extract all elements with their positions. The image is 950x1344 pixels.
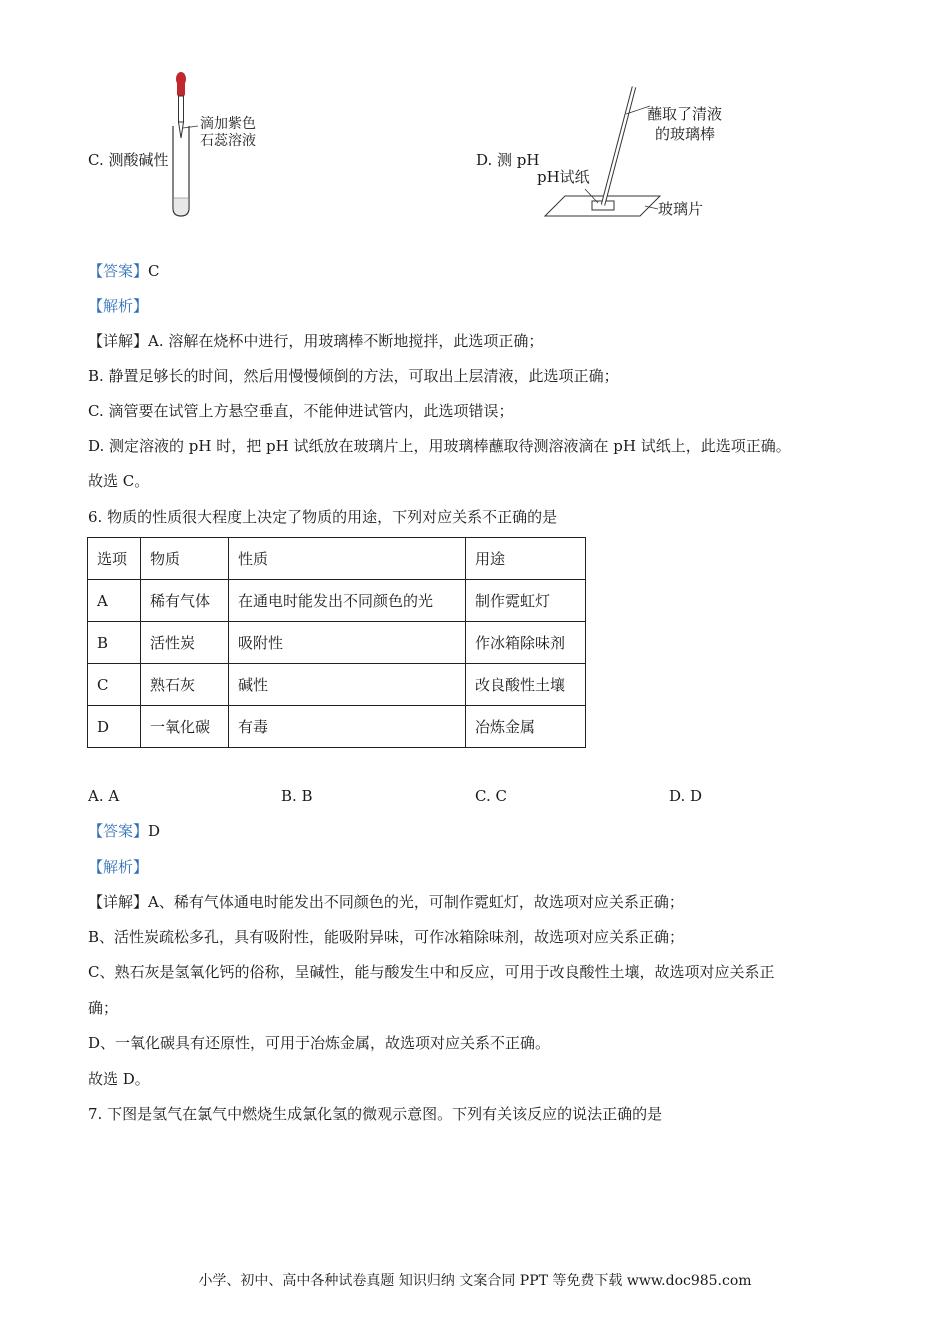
q6-detail-line: 确； xyxy=(88,999,119,1017)
choice-b: B. B xyxy=(281,787,313,805)
option-c-label: C. 测酸碱性 xyxy=(88,151,169,169)
table-header-cell: 物质 xyxy=(141,538,229,580)
answer-value: D xyxy=(148,822,161,840)
answer-value: C xyxy=(148,262,160,280)
table-cell: 作冰箱除味剂 xyxy=(466,622,586,664)
table-cell: 碱性 xyxy=(229,664,466,706)
table-cell: 冶炼金属 xyxy=(466,706,586,748)
table-cell: 改良酸性土壤 xyxy=(466,664,586,706)
table-cell: 熟石灰 xyxy=(141,664,229,706)
table-cell: 稀有气体 xyxy=(141,580,229,622)
q5-detail-line: 【详解】A. 溶解在烧杯中进行，用玻璃棒不断地搅拌，此选项正确； xyxy=(88,332,544,350)
answer-tag: 【答案】 xyxy=(88,262,149,280)
q6-answer xyxy=(88,821,160,841)
dropper-note-line2: 石蕊溶液 xyxy=(200,133,256,149)
q5-detail-line: D. 测定溶液的 pH 时，把 pH 试纸放在玻璃片上，用玻璃棒蘸取待测溶液滴在 pH 试纸上，此选项正确。 xyxy=(88,437,791,455)
choice-a: A. A xyxy=(88,787,120,805)
ph-paper-note: pH试纸 xyxy=(537,168,590,186)
page-footer: 小学、初中、高中各种试卷真题 知识归纳 文案合同 PPT 等免费下载 www.doc985.com xyxy=(198,1273,752,1289)
table-header-cell: 性质 xyxy=(229,538,466,580)
detail-tag: 【详解】 xyxy=(88,332,149,350)
q6-stem: 6. 物质的性质很大程度上决定了物质的用途，下列对应关系不正确的是 xyxy=(88,508,558,526)
answer-tag: 【答案】 xyxy=(88,822,149,840)
test-tube-dropper-figure xyxy=(160,70,200,220)
table-cell: 活性炭 xyxy=(141,622,229,664)
choice-d: D. D xyxy=(669,787,703,805)
table-cell: C xyxy=(88,664,141,706)
q6-detail-line: B、活性炭疏松多孔，具有吸附性，能吸附异味，可作冰箱除味剂，故选项对应关系正确； xyxy=(88,928,685,946)
table-cell: A xyxy=(88,580,141,622)
properties-uses-table xyxy=(87,537,586,748)
table-row xyxy=(88,580,586,622)
q6-detail-line: D、一氧化碳具有还原性，可用于冶炼金属，故选项对应关系不正确。 xyxy=(88,1034,551,1052)
detail-tag: 【详解】 xyxy=(88,893,149,911)
table-row xyxy=(88,664,586,706)
table-row xyxy=(88,706,586,748)
rod-note-line1: 蘸取了清液 xyxy=(647,105,723,123)
glass-slide-note: 玻璃片 xyxy=(658,200,704,218)
table-cell: 在通电时能发出不同颜色的光 xyxy=(229,580,466,622)
table-cell: 一氧化碳 xyxy=(141,706,229,748)
table-header-row xyxy=(88,538,586,580)
table-cell: D xyxy=(88,706,141,748)
q5-detail-line: C. 滴管要在试管上方悬空垂直，不能伸进试管内，此选项错误； xyxy=(88,402,514,420)
table-header-cell: 用途 xyxy=(466,538,586,580)
q7-stem: 7. 下图是氢气在氯气中燃烧生成氯化氢的微观示意图。下列有关该反应的说法正确的是 xyxy=(88,1105,663,1123)
table-cell: 吸附性 xyxy=(229,622,466,664)
option-d-label: D. 测 pH xyxy=(476,151,540,169)
rod-note-line2: 的玻璃棒 xyxy=(655,125,716,143)
table-header-cell: 选项 xyxy=(88,538,141,580)
q5-detail-line: B. 静置足够长的时间，然后用慢慢倾倒的方法，可取出上层清液，此选项正确； xyxy=(88,367,619,385)
dropper-note-line1: 滴加紫色 xyxy=(200,116,256,132)
q5-answer xyxy=(88,261,160,281)
q5-conclusion: 故选 C。 xyxy=(88,472,150,490)
q6-analysis-tag: 【解析】 xyxy=(88,858,149,876)
choice-c: C. C xyxy=(475,787,507,805)
table-cell: 有毒 xyxy=(229,706,466,748)
q6-detail-line: 【详解】A、稀有气体通电时能发出不同颜色的光，可制作霓虹灯，故选项对应关系正确； xyxy=(88,893,684,911)
table-cell: 制作霓虹灯 xyxy=(466,580,586,622)
table-cell: B xyxy=(88,622,141,664)
q5-analysis-tag: 【解析】 xyxy=(88,297,149,315)
q6-detail-line: C、熟石灰是氢氧化钙的俗称，呈碱性，能与酸发生中和反应，可用于改良酸性土壤，故选项对应关系正 xyxy=(88,963,775,981)
q6-conclusion: 故选 D。 xyxy=(88,1070,150,1088)
table-row xyxy=(88,622,586,664)
